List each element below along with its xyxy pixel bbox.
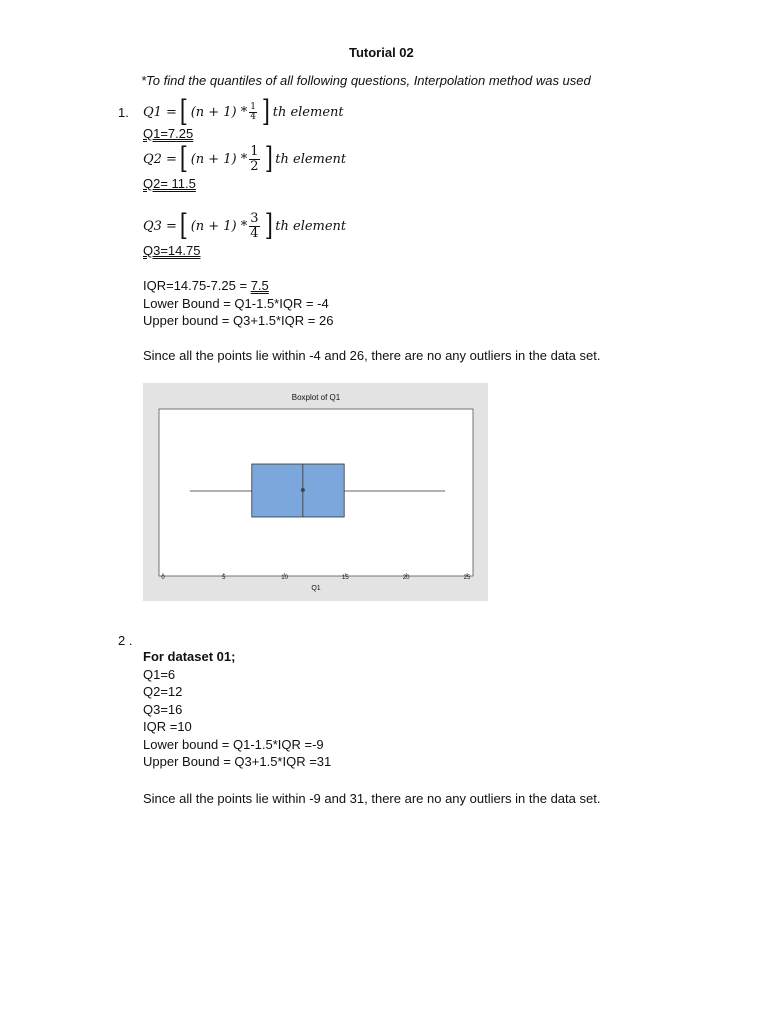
q2-formula-inner: (n + 1) * <box>190 151 248 167</box>
q3-formula <box>143 209 346 243</box>
q2-formula-suffix: th element <box>275 151 347 167</box>
lower-bound-line: Lower Bound = Q1-1.5*IQR = -4 <box>143 296 329 311</box>
q3-fraction <box>249 212 259 241</box>
q1-formula-lhs: Q1 = <box>143 104 177 120</box>
method-note: *To find the quantiles of all following questions, Interpolation method was used <box>141 73 591 88</box>
q1-formula-suffix: th element <box>272 104 344 120</box>
q1-fraction <box>249 103 257 122</box>
q3-formula-suffix: th element <box>275 218 347 234</box>
q3-result: Q3=14.75 <box>143 243 201 258</box>
q2-line-q1: Q1=6 <box>143 667 176 682</box>
x-tick-label: 25 <box>463 575 471 581</box>
q2-conclusion: Since all the points lie within -9 and 31, there are no any outliers in the data set. <box>143 791 601 806</box>
x-tick-label: 15 <box>342 575 349 581</box>
right-bracket: ] <box>264 141 273 176</box>
left-bracket: [ <box>179 208 188 243</box>
q2-fraction <box>249 145 259 174</box>
q2-line-q3: Q3=16 <box>143 702 183 717</box>
q3-formula-lhs: Q3 = <box>143 218 177 234</box>
right-bracket: ] <box>264 208 273 243</box>
mean-marker <box>301 488 305 492</box>
iqr-value: 7.5 <box>250 278 269 293</box>
q2-formula-lhs: Q2 = <box>143 151 177 167</box>
boxplot-svg <box>143 383 488 601</box>
upper-bound-line: Upper bound = Q3+1.5*IQR = 26 <box>143 313 334 328</box>
q2-line-iqr: IQR =10 <box>143 719 192 734</box>
iqr-prefix: IQR=14.75-7.25 = <box>143 278 251 293</box>
q1-formula-inner: (n + 1) * <box>190 104 248 120</box>
q2-formula <box>143 142 346 176</box>
q3-formula-inner: (n + 1) * <box>190 218 248 234</box>
x-tick-label: 20 <box>402 575 410 581</box>
chart-title: Boxplot of Q1 <box>291 393 341 402</box>
q1-conclusion: Since all the points lie within -4 and 26, there are no any outliers in the data set. <box>143 348 601 363</box>
q1-fraction-numerator: 1 <box>250 101 256 112</box>
question-1-number: 1. <box>118 105 129 120</box>
iqr-box <box>252 464 344 517</box>
x-axis-label: Q1 <box>311 585 321 592</box>
question-2-number: 2 . <box>118 633 133 648</box>
x-tick-label: 0 <box>161 575 165 581</box>
q2-line-q2: Q2=12 <box>143 684 183 699</box>
q1-fraction-denominator: 4 <box>250 111 256 122</box>
iqr-line <box>143 277 269 294</box>
x-tick-label: 5 <box>222 575 226 581</box>
q3-fraction-numerator: 3 <box>250 210 259 226</box>
boxplot-figure <box>143 383 488 601</box>
q2-fraction-numerator: 1 <box>250 143 259 159</box>
q1-formula <box>143 94 344 129</box>
right-bracket: ] <box>261 94 270 129</box>
page-title: Tutorial 02 <box>349 45 414 60</box>
q2-line-upper-bound: Upper Bound = Q3+1.5*IQR =31 <box>143 754 332 769</box>
x-tick-label: 10 <box>281 575 288 581</box>
q2-result: Q2= 11.5 <box>143 176 196 191</box>
left-bracket: [ <box>179 94 188 129</box>
q1-result: Q1=7.25 <box>143 126 194 141</box>
dataset-heading: For dataset 01; <box>143 649 236 664</box>
q3-fraction-denominator: 4 <box>250 225 259 241</box>
q2-fraction-denominator: 2 <box>250 158 259 174</box>
left-bracket: [ <box>179 141 188 176</box>
q2-line-lower-bound: Lower bound = Q1-1.5*IQR =-9 <box>143 737 324 752</box>
